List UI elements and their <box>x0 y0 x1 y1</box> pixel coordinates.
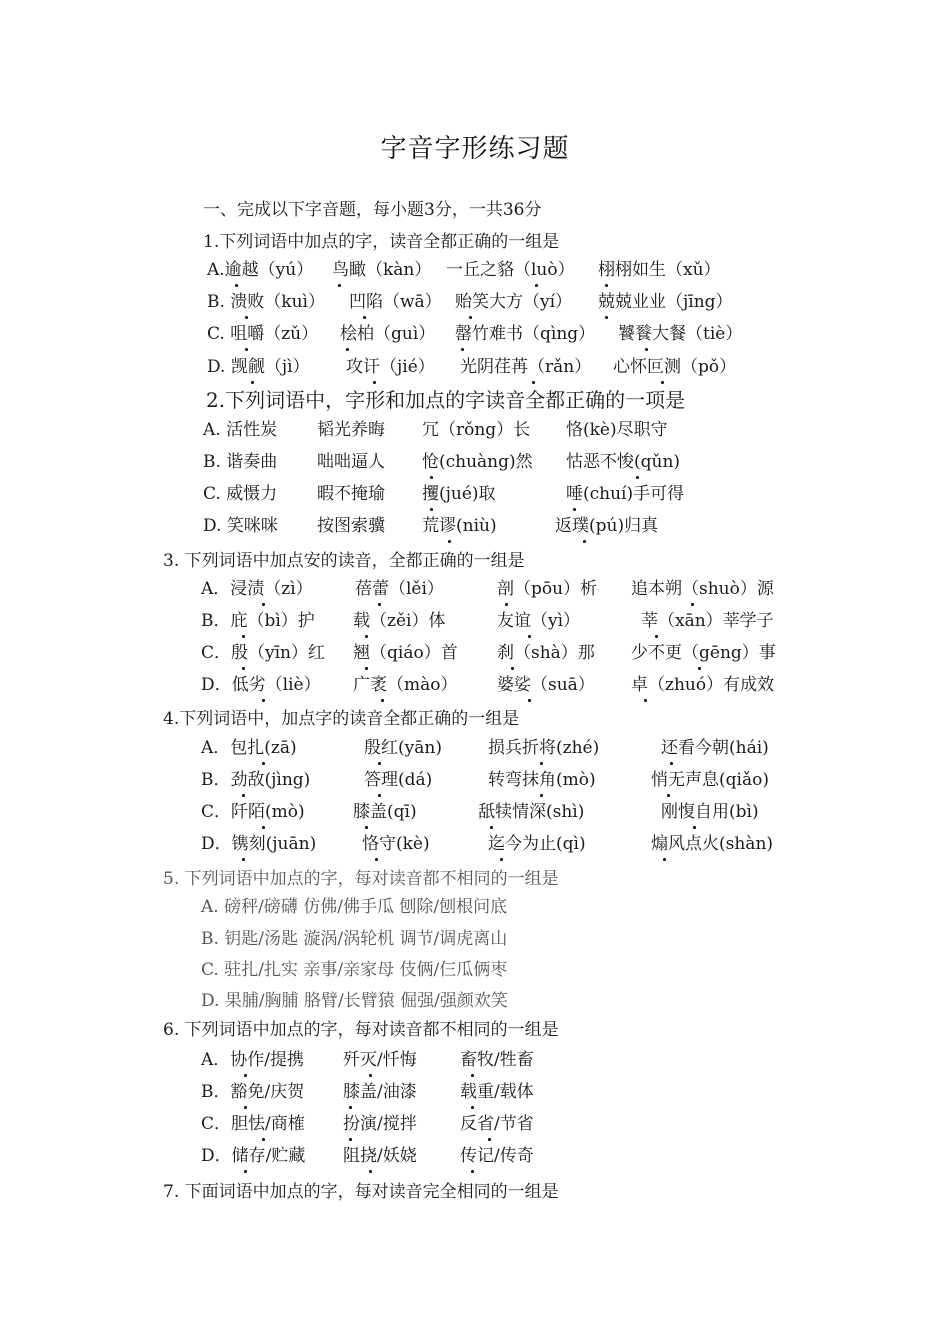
emphasis-dot <box>381 699 384 702</box>
option-cell: 追本朔（shuò）源 <box>631 579 774 599</box>
question-text-grey: C. 驻扎/扎实 亲事/亲家母 伎俩/仨瓜俩枣 <box>201 960 508 980</box>
option-cell: 冗（rǒng）长 <box>422 420 531 440</box>
emphasis-dot <box>244 1074 247 1077</box>
emphasis-dot <box>378 794 381 797</box>
emphasis-dot <box>365 667 368 670</box>
emphasis-dot <box>471 1170 474 1173</box>
option-cell: 膝盖/油漆 <box>343 1082 417 1102</box>
option-cell: D．低劣（liè） <box>201 675 321 695</box>
emphasis-dot <box>346 348 349 351</box>
emphasis-dot <box>262 603 265 606</box>
option-cell: 少不更（gēng）事 <box>631 643 776 663</box>
emphasis-dot <box>244 1106 247 1109</box>
option-cell: 广袤（mào） <box>353 675 458 695</box>
emphasis-dot <box>251 381 254 384</box>
option-cell: 恪(kè)尽职守 <box>566 420 668 440</box>
question-text-grey: B. 钥匙/汤匙 漩涡/涡轮机 调节/调虎离山 <box>201 929 508 949</box>
option-cell: 舐犊情深(shì) <box>478 802 585 822</box>
option-cell: 一丘之貉（luò） <box>446 260 575 280</box>
emphasis-dot <box>532 381 535 384</box>
emphasis-dot <box>663 858 666 861</box>
option-cell: C．殷（yīn）红 <box>201 643 325 663</box>
emphasis-dot <box>661 381 664 384</box>
option-row <box>203 515 803 545</box>
option-row <box>203 483 803 513</box>
option-cell: 恪守(kè) <box>362 834 430 854</box>
option-cell: A．浸渍（zì） <box>201 579 313 599</box>
option-cell: B．豁免/庆贺 <box>201 1082 305 1102</box>
option-row <box>201 833 801 863</box>
option-cell: 返璞(pú)归真 <box>555 516 659 536</box>
emphasis-dot <box>469 316 472 319</box>
option-cell: 歼灭/忏悔 <box>343 1050 417 1070</box>
option-cell: 阻挠/妖娆 <box>343 1146 417 1166</box>
option-cell: 反省/节省 <box>460 1114 534 1134</box>
option-row <box>207 291 807 321</box>
emphasis-dot <box>605 316 608 319</box>
option-cell: C．阡陌(mò) <box>201 802 305 822</box>
option-cell: C. 咀嚼（zǔ） <box>207 324 319 344</box>
option-cell: 栩栩如生（xǔ） <box>598 260 721 280</box>
option-cell: B．劲敌(jìng) <box>201 770 311 790</box>
option-cell: A．协作/提携 <box>201 1050 305 1070</box>
emphasis-dot <box>375 858 378 861</box>
emphasis-dot <box>448 540 451 543</box>
option-cell: 载重/载体 <box>460 1082 534 1102</box>
option-cell: 怙恶不悛(qǔn) <box>566 452 681 472</box>
emphasis-dot <box>636 476 639 479</box>
option-row <box>207 259 807 289</box>
option-cell: 煽风点火(shàn) <box>651 834 774 854</box>
emphasis-dot <box>471 1074 474 1077</box>
emphasis-dot <box>505 603 508 606</box>
emphasis-dot <box>365 826 368 829</box>
question-text-grey: 5. 下列词语中加点的字，每对读音都不相同的一组是 <box>163 869 559 889</box>
question-text: 3. 下列词语中加点安的读音，全都正确的一组是 <box>163 551 525 571</box>
option-cell: 饕餮大餐（tiè） <box>618 324 743 344</box>
emphasis-dot <box>573 508 576 511</box>
question-text-grey: D. 果脯/胸脯 胳臂/长臂猿 倔强/强颜欢笑 <box>201 991 508 1011</box>
emphasis-dot <box>262 762 265 765</box>
option-cell: C．胆怯/商榷 <box>201 1114 305 1134</box>
emphasis-dot <box>540 762 543 765</box>
option-cell: 唾(chuí)手可得 <box>566 484 685 504</box>
option-cell: 刹（shà）那 <box>497 643 595 663</box>
question-text: 7. 下面词语中加点的字，每对读音完全相同的一组是 <box>163 1182 559 1202</box>
emphasis-dot <box>245 316 248 319</box>
question-text: 6. 下列词语中加点的字，每对读音都不相同的一组是 <box>163 1020 559 1040</box>
emphasis-dot <box>242 667 245 670</box>
option-cell: 蓓蕾（lěi） <box>355 579 444 599</box>
option-cell: 攫(jué)取 <box>422 484 496 504</box>
question-text: 2.下列词语中，字形和加点的字读音全都正确的一项是 <box>206 388 686 412</box>
option-cell: 兢兢业业（jīng） <box>598 292 733 312</box>
emphasis-dot <box>528 699 531 702</box>
emphasis-dot <box>490 826 493 829</box>
emphasis-dot <box>363 316 366 319</box>
emphasis-dot <box>430 476 433 479</box>
emphasis-dot <box>511 667 514 670</box>
option-row <box>201 674 801 704</box>
emphasis-dot <box>540 794 543 797</box>
option-cell: 贻笑大方（yí） <box>455 292 573 312</box>
option-cell: 婆娑（suā） <box>497 675 595 695</box>
option-row <box>201 610 801 640</box>
emphasis-dot <box>500 858 503 861</box>
option-cell: 膝盖(qī) <box>353 802 417 822</box>
option-row <box>201 801 801 831</box>
emphasis-dot <box>242 858 245 861</box>
emphasis-dot <box>242 635 245 638</box>
emphasis-dot <box>369 1170 372 1173</box>
emphasis-dot <box>378 603 381 606</box>
option-row <box>203 451 803 481</box>
option-cell: 悄无声息(qiǎo) <box>651 770 769 790</box>
emphasis-dot <box>369 1074 372 1077</box>
option-row <box>201 1081 801 1111</box>
emphasis-dot <box>365 635 368 638</box>
option-cell: 翘（qiáo）首 <box>353 643 458 663</box>
option-cell: A. 活性炭 <box>203 420 278 440</box>
option-cell: D. 笑咪咪 <box>203 516 278 536</box>
page-title: 字音字形练习题 <box>380 134 570 164</box>
option-cell: D．储存/贮藏 <box>201 1146 306 1166</box>
emphasis-dot <box>488 1138 491 1141</box>
emphasis-dot <box>235 284 238 287</box>
option-cell: 还看今朝(hái) <box>661 738 769 758</box>
option-cell: 莘（xān）莘学子 <box>641 611 774 631</box>
emphasis-dot <box>667 794 670 797</box>
option-cell: 答理(dá) <box>364 770 433 790</box>
option-cell: 扮演/搅拌 <box>343 1114 417 1134</box>
option-row <box>201 769 801 799</box>
option-cell: 传记/传奇 <box>460 1146 534 1166</box>
option-cell: 荒谬(niù) <box>422 516 497 536</box>
option-cell: A．包扎(zā) <box>201 738 297 758</box>
option-cell: 刚愎自用(bì) <box>661 802 759 822</box>
option-cell: C. 威慑力 <box>203 484 278 504</box>
emphasis-dot <box>338 284 341 287</box>
option-cell: D．镌刻(juān) <box>201 834 317 854</box>
option-cell: 凹陷（wā） <box>349 292 442 312</box>
emphasis-dot <box>242 794 245 797</box>
option-row <box>201 1049 801 1079</box>
option-cell: 迄今为止(qì) <box>488 834 586 854</box>
option-cell: 桧柏（guì） <box>340 324 436 344</box>
emphasis-dot <box>349 1138 352 1141</box>
option-cell: A.逾越（yú） <box>207 260 314 280</box>
option-cell: B．庇（bì）护 <box>201 611 315 631</box>
option-cell: D. 觊觎（jì） <box>207 357 310 377</box>
emphasis-dot <box>693 826 696 829</box>
option-row <box>207 323 807 353</box>
emphasis-dot <box>698 667 701 670</box>
option-row <box>201 1113 801 1143</box>
option-cell: 损兵折将(zhé) <box>488 738 600 758</box>
option-row <box>201 1145 801 1175</box>
emphasis-dot <box>461 348 464 351</box>
option-cell: 友谊（yì） <box>497 611 581 631</box>
emphasis-dot <box>605 284 608 287</box>
option-row <box>201 737 801 767</box>
option-cell: 攻讦（jié） <box>346 357 435 377</box>
option-cell: 殷红(yān) <box>364 738 442 758</box>
emphasis-dot <box>262 1138 265 1141</box>
option-row <box>203 419 803 449</box>
option-cell: B. 溃败（kuì） <box>207 292 325 312</box>
option-cell: 载（zěi）体 <box>353 611 446 631</box>
emphasis-dot <box>378 762 381 765</box>
emphasis-dot <box>349 1106 352 1109</box>
emphasis-dot <box>262 826 265 829</box>
emphasis-dot <box>655 635 658 638</box>
emphasis-dot <box>691 603 694 606</box>
question-text: 一、完成以下字音题，每小题3分，一共36分 <box>203 200 542 220</box>
question-text: 1.下列词语中加点的字，读音全都正确的一组是 <box>203 232 560 252</box>
option-cell: 心怀叵测（pǒ） <box>613 357 737 377</box>
option-cell: 韬光养晦 <box>317 420 385 440</box>
emphasis-dot <box>471 1106 474 1109</box>
option-cell: B. 谐奏曲 <box>203 452 278 472</box>
emphasis-dot <box>430 508 433 511</box>
option-cell: 光阴荏苒（rǎn） <box>460 357 592 377</box>
emphasis-dot <box>644 699 647 702</box>
option-row <box>207 356 807 386</box>
emphasis-dot <box>645 348 648 351</box>
question-text: 4.下列词语中，加点字的读音全都正确的一组是 <box>163 709 520 729</box>
option-cell: 剖（pōu）析 <box>497 579 598 599</box>
emphasis-dot <box>262 699 265 702</box>
emphasis-dot <box>670 762 673 765</box>
emphasis-dot <box>245 348 248 351</box>
option-cell: 卓（zhuó）有成效 <box>631 675 775 695</box>
option-row <box>201 642 801 672</box>
option-cell: 暇不掩瑜 <box>317 484 385 504</box>
option-cell: 转弯抹角(mò) <box>488 770 596 790</box>
emphasis-dot <box>244 1170 247 1173</box>
option-cell: 怆(chuàng)然 <box>422 452 533 472</box>
emphasis-dot <box>373 381 376 384</box>
option-cell: 畜牧/牲畜 <box>460 1050 534 1070</box>
option-row <box>201 578 801 608</box>
question-text-grey: A. 磅秤/磅礴 仿佛/佛手瓜 刨除/刨根问底 <box>201 897 508 917</box>
option-cell: 咄咄逼人 <box>317 452 385 472</box>
emphasis-dot <box>528 635 531 638</box>
option-cell: 按图索骥 <box>317 516 385 536</box>
option-cell: 罄竹难书（qìng） <box>455 324 596 344</box>
emphasis-dot <box>535 284 538 287</box>
emphasis-dot <box>583 540 586 543</box>
option-cell: 鸟瞰（kàn） <box>332 260 432 280</box>
